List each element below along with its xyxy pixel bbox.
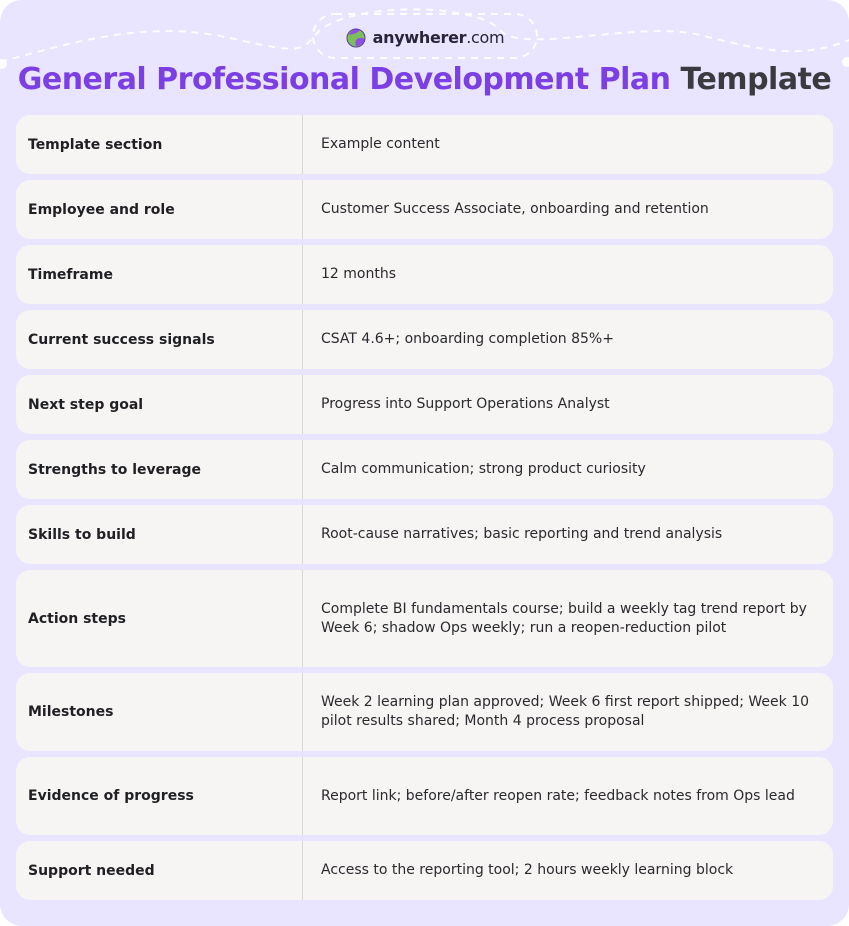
row-value: Access to the reporting tool; 2 hours weekly learning block (321, 862, 734, 878)
table-row (16, 673, 833, 751)
row-value: Example content (321, 136, 440, 152)
row-label: Evidence of progress (16, 757, 303, 835)
table-row (16, 440, 833, 499)
row-value: CSAT 4.6+; onboarding completion 85%+ (321, 331, 614, 347)
row-value: 12 months (321, 266, 396, 282)
plan-table (16, 115, 833, 906)
table-row (16, 310, 833, 369)
table-row (16, 841, 833, 900)
row-label: Timeframe (16, 245, 303, 304)
table-row (16, 757, 833, 835)
title-accent: General Professional Development Plan (17, 62, 671, 97)
row-label: Employee and role (16, 180, 303, 239)
table-row (16, 180, 833, 239)
row-label: Template section (16, 115, 303, 174)
brand (0, 22, 849, 52)
table-row (16, 375, 833, 434)
row-label: Action steps (16, 570, 303, 667)
row-value: Week 2 learning plan approved; Week 6 first report shipped; Week 10 pilot results shared; Month 4 process proposal (321, 694, 810, 729)
table-row (16, 505, 833, 564)
brand-domain: .com (466, 27, 505, 47)
brand-name: anywherer (372, 27, 467, 47)
table-row (16, 115, 833, 174)
row-label: Milestones (16, 673, 303, 751)
table-row (16, 245, 833, 304)
row-value: Complete BI fundamentals course; build a weekly tag trend report by Week 6; shadow Ops weekly; run a reopen-reduction pilot (321, 600, 807, 636)
row-value: Customer Success Associate, onboarding and retention (321, 201, 709, 217)
row-value: Report link; before/after reopen rate; feedback notes from Ops lead (321, 787, 795, 804)
row-label: Next step goal (16, 375, 303, 434)
title-plain: Template (680, 62, 832, 97)
page-title (0, 58, 849, 102)
row-value: Progress into Support Operations Analyst (321, 396, 610, 412)
row-label: Strengths to leverage (16, 440, 303, 499)
row-value: Calm communication; strong product curiosity (321, 461, 646, 477)
table-row (16, 570, 833, 667)
brand-logo (335, 22, 515, 52)
row-label: Current success signals (16, 310, 303, 369)
row-label: Support needed (16, 841, 303, 900)
globe-logo-icon (345, 26, 367, 48)
row-value: Root-cause narratives; basic reporting and trend analysis (321, 526, 723, 542)
row-label: Skills to build (16, 505, 303, 564)
